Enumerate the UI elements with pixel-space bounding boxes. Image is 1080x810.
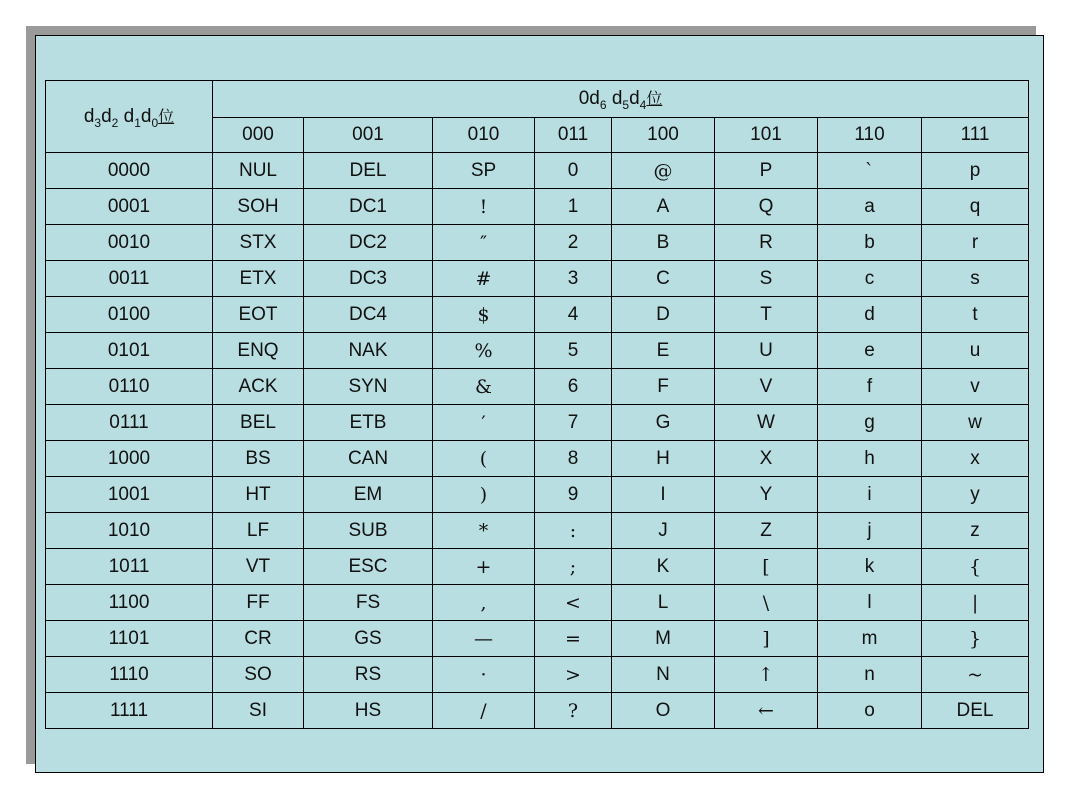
table-cell: E [612, 333, 715, 369]
table-row [46, 513, 1029, 549]
table-cell: SUB [304, 513, 433, 549]
table-cell: CAN [304, 441, 433, 477]
table-cell: 9 [535, 477, 612, 513]
table-cell: 6 [535, 369, 612, 405]
corner-label: $d_3d_2$ $d_1d_0$位 [83, 105, 175, 130]
table-row [46, 621, 1029, 657]
table-cell: DC4 [304, 297, 433, 333]
table-cell: t [922, 297, 1029, 333]
table-cell: + [433, 549, 535, 585]
table-cell: ; [535, 549, 612, 585]
table-row [46, 297, 1029, 333]
table-cell: CR [213, 621, 304, 657]
table-cell: RS [304, 657, 433, 693]
table-cell: Q [715, 189, 818, 225]
table-cell: SO [213, 657, 304, 693]
table-cell: a [818, 189, 922, 225]
row-code-cell: 0001 [46, 189, 213, 225]
table-cell: SOH [213, 189, 304, 225]
table-cell: U [715, 333, 818, 369]
table-cell: < [535, 585, 612, 621]
column-group-label: $0d_6$ $d_5d_4$位 [578, 88, 663, 112]
row-code-cell: 1111 [46, 693, 213, 729]
ascii-code-table [45, 80, 1029, 729]
row-code-cell: 0011 [46, 261, 213, 297]
table-cell: n [818, 657, 922, 693]
table-cell: DC3 [304, 261, 433, 297]
table-cell: l [818, 585, 922, 621]
table-cell: > [535, 657, 612, 693]
column-header: 111 [922, 118, 1029, 153]
corner-header [46, 81, 213, 153]
table-cell: * [433, 513, 535, 549]
table-row [46, 189, 1029, 225]
table-cell: DEL [304, 153, 433, 189]
table-cell: ~ [922, 657, 1029, 693]
table-cell: v [922, 369, 1029, 405]
table-cell: ˋ [818, 153, 922, 189]
column-header: 011 [535, 118, 612, 153]
table-cell: Z [715, 513, 818, 549]
table-cell: # [433, 261, 535, 297]
table-cell: 1 [535, 189, 612, 225]
table-cell: R [715, 225, 818, 261]
slide [35, 35, 1044, 773]
table-cell: O [612, 693, 715, 729]
table-cell: b [818, 225, 922, 261]
table-cell: 2 [535, 225, 612, 261]
table-cell: HT [213, 477, 304, 513]
table-cell: ) [433, 477, 535, 513]
table-row [46, 477, 1029, 513]
table-cell: DC2 [304, 225, 433, 261]
table-cell: NUL [213, 153, 304, 189]
table-row [46, 693, 1029, 729]
table-cell: ETB [304, 405, 433, 441]
table-cell: | [922, 585, 1029, 621]
table-cell: 8 [535, 441, 612, 477]
table-cell: \ [715, 585, 818, 621]
table-row [46, 585, 1029, 621]
table-cell: ] [715, 621, 818, 657]
table-cell: ( [433, 441, 535, 477]
row-code-cell: 1001 [46, 477, 213, 513]
table-row [46, 657, 1029, 693]
table-cell: GS [304, 621, 433, 657]
table-cell: F [612, 369, 715, 405]
table-cell: % [433, 333, 535, 369]
row-code-cell: 1100 [46, 585, 213, 621]
table-cell: z [922, 513, 1029, 549]
table-cell: NAK [304, 333, 433, 369]
table-cell: q [922, 189, 1029, 225]
table-cell: L [612, 585, 715, 621]
table-cell: D [612, 297, 715, 333]
table-cell: SYN [304, 369, 433, 405]
table-row [46, 153, 1029, 189]
table-cell: C [612, 261, 715, 297]
table-cell: K [612, 549, 715, 585]
table-cell: : [535, 513, 612, 549]
table-cell: X [715, 441, 818, 477]
table-cell: FF [213, 585, 304, 621]
table-cell: c [818, 261, 922, 297]
table-cell: 7 [535, 405, 612, 441]
row-code-cell: 1110 [46, 657, 213, 693]
table-cell: & [433, 369, 535, 405]
table-cell: A [612, 189, 715, 225]
table-cell: g [818, 405, 922, 441]
table-cell: ESC [304, 549, 433, 585]
table-cell: f [818, 369, 922, 405]
table-cell: u [922, 333, 1029, 369]
table-cell: p [922, 153, 1029, 189]
table-cell: 0 [535, 153, 612, 189]
table-cell: V [715, 369, 818, 405]
table-cell: STX [213, 225, 304, 261]
table-cell: x [922, 441, 1029, 477]
column-header: 100 [612, 118, 715, 153]
row-code-cell: 0100 [46, 297, 213, 333]
table-cell: ″ [433, 225, 535, 261]
row-code-cell: 0000 [46, 153, 213, 189]
table-cell: DEL [922, 693, 1029, 729]
column-header: 001 [304, 118, 433, 153]
table-row [46, 369, 1029, 405]
table-cell: m [818, 621, 922, 657]
table-cell: ′ [433, 405, 535, 441]
table-row [46, 261, 1029, 297]
table-cell: $ [433, 297, 535, 333]
table-cell: = [535, 621, 612, 657]
column-header: 000 [213, 118, 304, 153]
row-code-cell: 1010 [46, 513, 213, 549]
table-cell: BEL [213, 405, 304, 441]
table-cell: W [715, 405, 818, 441]
table-cell: 4 [535, 297, 612, 333]
table-cell: @ [612, 153, 715, 189]
table-cell: T [715, 297, 818, 333]
table-cell: BS [213, 441, 304, 477]
row-code-cell: 1000 [46, 441, 213, 477]
table-cell: } [922, 621, 1029, 657]
table-cell: H [612, 441, 715, 477]
table-cell: Y [715, 477, 818, 513]
table-cell: J [612, 513, 715, 549]
table-cell: r [922, 225, 1029, 261]
table-cell: SI [213, 693, 304, 729]
table-cell: ↑ [715, 657, 818, 693]
table-cell: — [433, 621, 535, 657]
table-cell: , [433, 585, 535, 621]
table-cell: [ [715, 549, 818, 585]
table-cell: j [818, 513, 922, 549]
table-cell: d [818, 297, 922, 333]
table-cell: ? [535, 693, 612, 729]
table-cell: e [818, 333, 922, 369]
table-cell: S [715, 261, 818, 297]
row-code-cell: 0110 [46, 369, 213, 405]
table-cell: y [922, 477, 1029, 513]
table-cell: EOT [213, 297, 304, 333]
column-group-header [213, 81, 1029, 118]
table-cell: i [818, 477, 922, 513]
table-cell: w [922, 405, 1029, 441]
table-cell: / [433, 693, 535, 729]
table-row [46, 225, 1029, 261]
row-code-cell: 0010 [46, 225, 213, 261]
table-cell: ! [433, 189, 535, 225]
table-cell: G [612, 405, 715, 441]
table-row [46, 333, 1029, 369]
table-cell: FS [304, 585, 433, 621]
table-cell: · [433, 657, 535, 693]
row-code-cell: 0101 [46, 333, 213, 369]
table-row [46, 441, 1029, 477]
table-cell: EM [304, 477, 433, 513]
table-cell: ← [715, 693, 818, 729]
table-cell: HS [304, 693, 433, 729]
table-cell: N [612, 657, 715, 693]
table-cell: LF [213, 513, 304, 549]
table-cell: 5 [535, 333, 612, 369]
table-cell: ACK [213, 369, 304, 405]
table-cell: { [922, 549, 1029, 585]
table-cell: s [922, 261, 1029, 297]
table-cell: I [612, 477, 715, 513]
table-cell: o [818, 693, 922, 729]
table-cell: 3 [535, 261, 612, 297]
row-code-cell: 0111 [46, 405, 213, 441]
table-cell: DC1 [304, 189, 433, 225]
table-row [46, 549, 1029, 585]
table-cell: k [818, 549, 922, 585]
table-row [46, 405, 1029, 441]
table-cell: P [715, 153, 818, 189]
table-cell: ENQ [213, 333, 304, 369]
column-header: 101 [715, 118, 818, 153]
table-cell: VT [213, 549, 304, 585]
column-header: 110 [818, 118, 922, 153]
table-cell: M [612, 621, 715, 657]
column-header: 010 [433, 118, 535, 153]
row-code-cell: 1011 [46, 549, 213, 585]
table-cell: ETX [213, 261, 304, 297]
table-cell: h [818, 441, 922, 477]
row-code-cell: 1101 [46, 621, 213, 657]
table-cell: B [612, 225, 715, 261]
table-cell: SP [433, 153, 535, 189]
